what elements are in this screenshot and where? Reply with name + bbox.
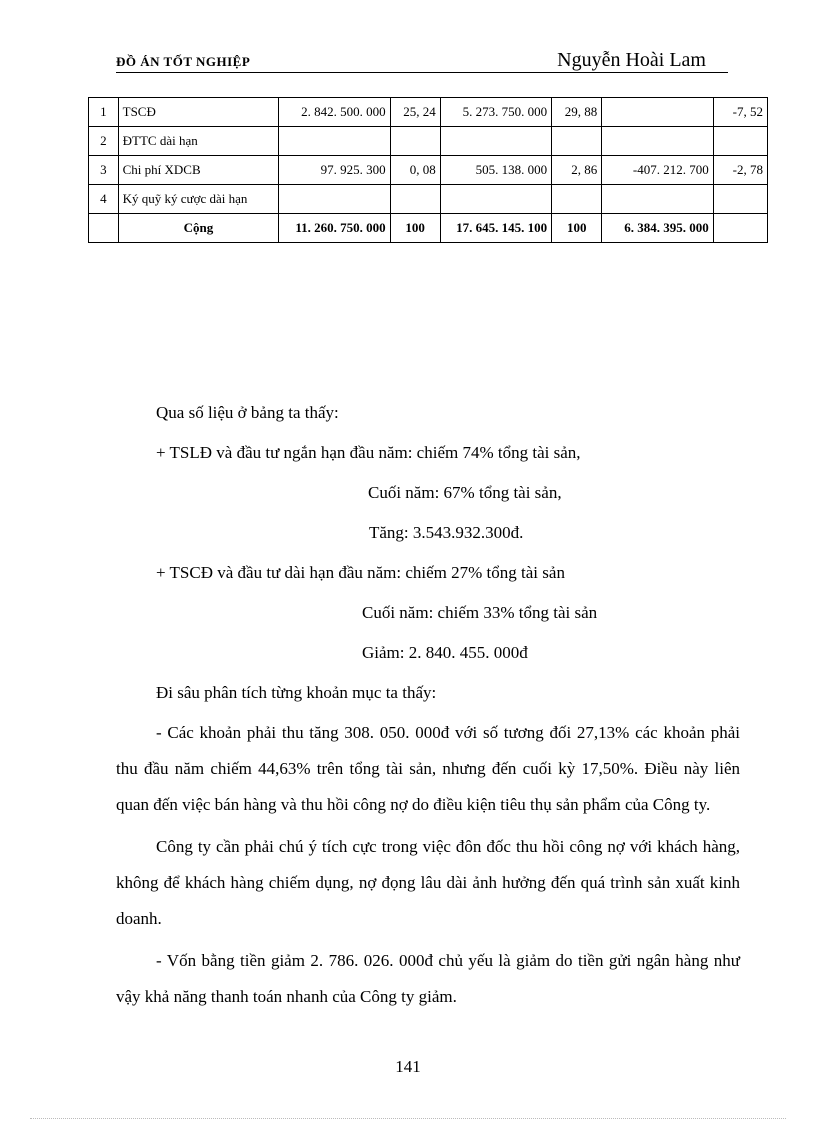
cell-value <box>602 98 713 127</box>
text-line: Tăng: 3.543.932.300đ. <box>369 523 524 542</box>
total-value <box>713 214 767 243</box>
cell-value <box>602 185 713 214</box>
cell-value <box>713 185 767 214</box>
table-row <box>89 156 768 185</box>
table-total-row <box>89 214 768 243</box>
row-number: 2 <box>89 127 119 156</box>
cell-value <box>552 127 602 156</box>
text-line: Đi sâu phân tích từng khoản mục ta thấy: <box>156 683 437 702</box>
cell-value: 0, 08 <box>390 156 440 185</box>
total-value: 100 <box>552 214 602 243</box>
cell-value: 25, 24 <box>390 98 440 127</box>
cell-value: 97. 925. 300 <box>279 156 390 185</box>
page-number: 141 <box>395 1057 421 1076</box>
text-line: Cuối năm: 67% tổng tài sản, <box>368 483 562 502</box>
footer-divider <box>30 1118 786 1119</box>
table-row <box>89 98 768 127</box>
cell-value: 5. 273. 750. 000 <box>440 98 551 127</box>
header-title: ĐỒ ÁN TỐT NGHIỆP <box>116 54 251 69</box>
paragraph: Công ty cần phải chú ý tích cực trong việc đôn đốc thu hồi công nợ với khách hàng, không để khách hàng chiếm dụng, nợ đọng lâu dài ảnh hưởng đến quá trình sản xuất kinh doanh. <box>116 837 740 928</box>
cell-value <box>279 185 390 214</box>
cell-value <box>440 185 551 214</box>
total-value: 6. 384. 395. 000 <box>602 214 713 243</box>
text-line: + TSLĐ và đầu tư ngắn hạn đầu năm: chiếm 74% tổng tài sản, <box>156 443 581 462</box>
row-name: Ký quỹ ký cược dài hạn <box>118 185 279 214</box>
row-name: Chi phí XDCB <box>118 156 279 185</box>
body-text <box>116 393 740 1015</box>
text-line: + TSCĐ và đầu tư dài hạn đầu năm: chiếm 27% tổng tài sản <box>156 563 565 582</box>
text-line: Cuối năm: chiếm 33% tổng tài sản <box>362 603 598 622</box>
row-number: 1 <box>89 98 119 127</box>
table-row <box>89 127 768 156</box>
text-line: Giảm: 2. 840. 455. 000đ <box>362 643 528 662</box>
row-number: 4 <box>89 185 119 214</box>
row-name: TSCĐ <box>118 98 279 127</box>
intro-line: Qua số liệu ở bảng ta thấy: <box>156 403 339 422</box>
cell-value <box>440 127 551 156</box>
total-value: 11. 260. 750. 000 <box>279 214 390 243</box>
cell-value: 505. 138. 000 <box>440 156 551 185</box>
page-header <box>116 48 728 73</box>
asset-table <box>88 97 768 243</box>
cell-value: 29, 88 <box>552 98 602 127</box>
cell-value: 2, 86 <box>552 156 602 185</box>
cell-value <box>390 185 440 214</box>
cell-value: 2. 842. 500. 000 <box>279 98 390 127</box>
cell-value <box>390 127 440 156</box>
cell-value <box>552 185 602 214</box>
row-number <box>89 214 119 243</box>
cell-value <box>713 127 767 156</box>
cell-value <box>602 127 713 156</box>
total-value: 17. 645. 145. 100 <box>440 214 551 243</box>
cell-value: -2, 78 <box>713 156 767 185</box>
cell-value: -7, 52 <box>713 98 767 127</box>
total-value: 100 <box>390 214 440 243</box>
cell-value: -407. 212. 700 <box>602 156 713 185</box>
paragraph: - Các khoản phải thu tăng 308. 050. 000đ với số tương đối 27,13% các khoản phải thu đầu năm chiếm 44,63% trên tổng tài sản, nhưng đến cuối kỳ 17,50%. Điều này liên quan đến việc bán hàng và thu hồi công nợ do điều kiện tiêu thụ sản phẩm của Công ty. <box>116 723 740 814</box>
table-row <box>89 185 768 214</box>
total-label: Cộng <box>118 214 279 243</box>
row-name: ĐTTC dài hạn <box>118 127 279 156</box>
header-author: Nguyễn Hoài Lam <box>557 49 706 71</box>
row-number: 3 <box>89 156 119 185</box>
cell-value <box>279 127 390 156</box>
paragraph: - Vốn bằng tiền giảm 2. 786. 026. 000đ chủ yếu là giảm do tiền gửi ngân hàng như vậy khả năng thanh toán nhanh của Công ty giảm. <box>116 951 740 1006</box>
